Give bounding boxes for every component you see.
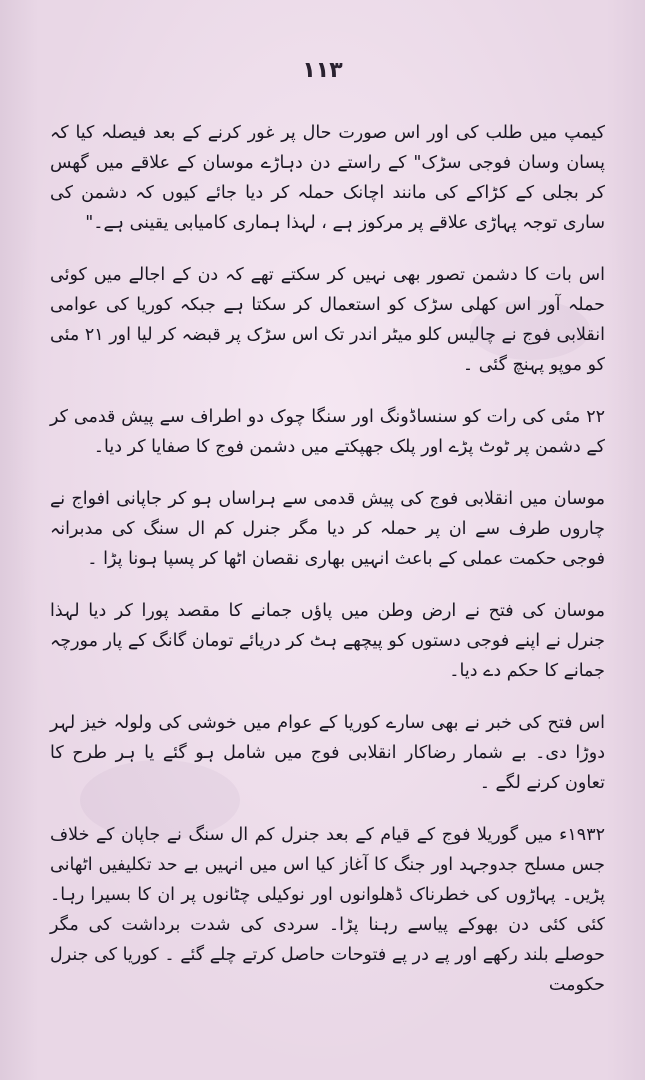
paragraph: موسان کی فتح نے ارض وطن میں پاؤں جمانے کا مقصد پورا کر دیا لہذا جنرل نے اپنے فوجی دستوں کو پیچھے ہٹ کر دریائے تومان گانگ کے پار مورچہ جمانے کا حکم دے دیا۔ [50, 601, 605, 681]
paragraph: ۲۲ مئی کی رات کو سنساڈونگ اور سنگا چوک دو اطراف سے پیش قدمی کر کے دشمن پر ٹوٹ پڑے اور پلک جھپکتے میں دشمن فوج کا صفایا کر دیا۔ [50, 407, 605, 457]
paragraph: ۱۹۳۲ء میں گوریلا فوج کے قیام کے بعد جنرل کم ال سنگ نے جاپان کے خلاف جس مسلح جدوجہد اور جنگ کا آغاز کیا اس میں انہیں بے حد تکلیفیں اٹھانی پڑیں۔ پہاڑوں کی خطرناک ڈھلوانوں اور نوکیلی چٹانوں پر ان کا بسیرا رہا۔ کئی کئی دن بھوکے پیاسے رہنا پڑا۔ سردی کی شدت برداشت کی مگر حوصلے بلند رکھے اور پے در پے فتوحات حاصل کرتے چلے گئے ۔ کوریا کی جنرل حکومت [50, 825, 605, 995]
paragraph: موسان میں انقلابی فوج کی پیش قدمی سے ہراساں ہو کر جاپانی افواج نے چاروں طرف سے ان پر حملہ کر دیا مگر جنرل کم ال سنگ کی مدبرانہ فوجی حکمت عملی کے باعث انہیں بھاری نقصان اٹھا کر پسپا ہونا پڑا ۔ [50, 489, 605, 569]
paragraph: کیمپ میں طلب کی اور اس صورت حال پر غور کرنے کے بعد فیصلہ کیا کہ پسان وسان فوجی سڑک" کے راستے دن دہاڑے موسان کے علاقے میں گھس کر بجلی کے کڑاکے کی مانند اچانک حملہ کر دیا جائے کیوں کہ دشمن کی ساری توجہ پہاڑی علاقے پر مرکوز ہے ، لہذا ہماری کامیابی یقینی ہے۔" [50, 123, 605, 233]
body-text [50, 118, 605, 1022]
paragraph: اس فتح کی خبر نے بھی سارے کوریا کے عوام میں خوشی کی ولولہ خیز لہر دوڑا دی۔ بے شمار رضاکار انقلابی فوج میں شامل ہو گئے یا ہر طرح کا تعاون کرنے لگے ۔ [50, 713, 605, 793]
paragraph: اس بات کا دشمن تصور بھی نہیں کر سکتے تھے کہ دن کے اجالے میں کوئی حملہ آور اس کھلی سڑک کو استعمال کر سکتا ہے جبکہ کوریا کی عوامی انقلابی فوج نے چالیس کلو میٹر اندر تک اس سڑک پر قبضہ کر لیا اور ۲۱ مئی کو موپو پہنچ گئی ۔ [50, 265, 605, 375]
page-number: ١١٣ [302, 58, 343, 83]
